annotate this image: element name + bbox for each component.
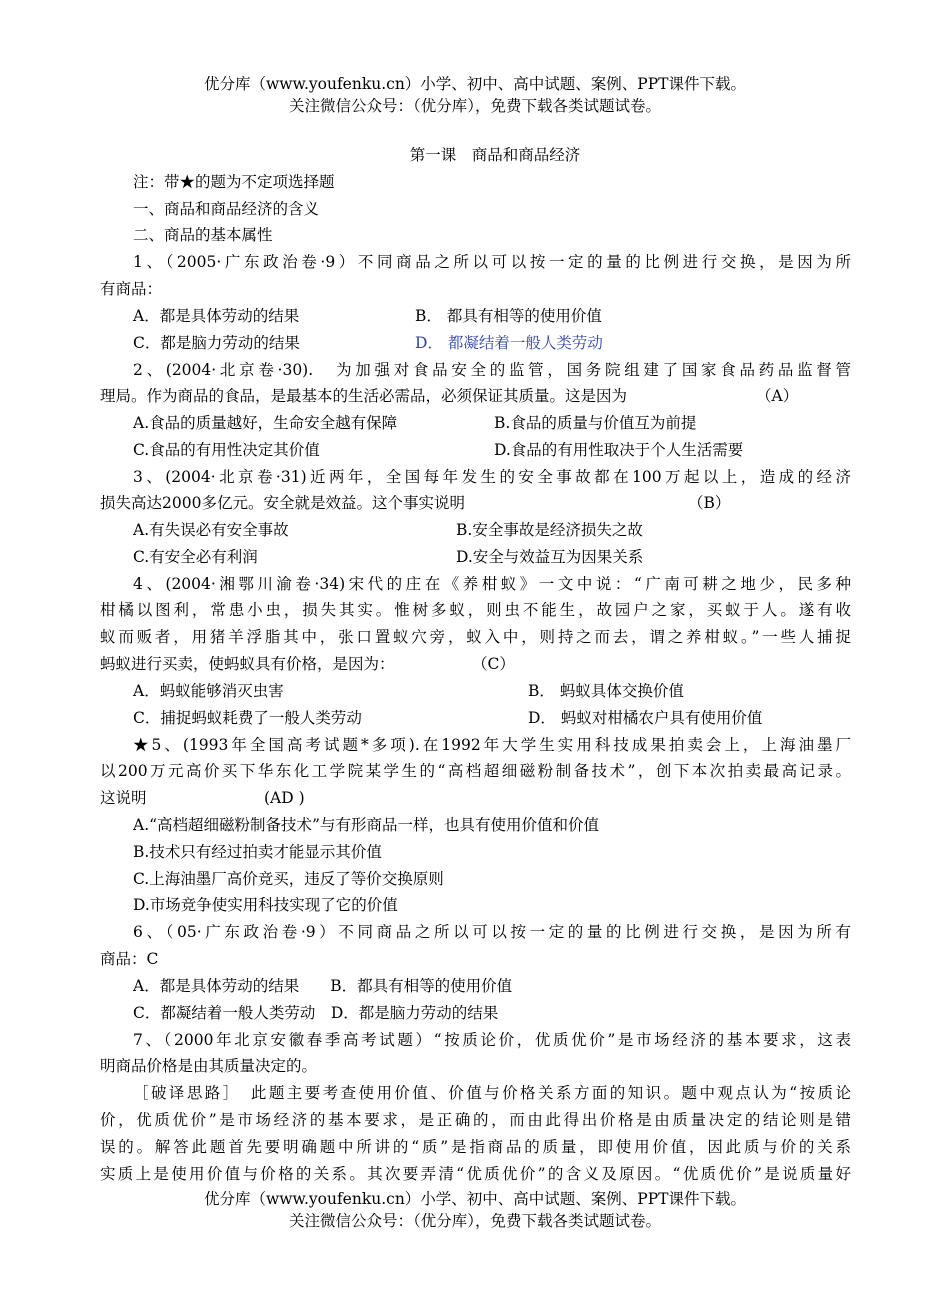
analysis-line-1: ［破译思路］ 此题主要考查使用价值、价值与价格关系方面的知识。题中观点认为“按质论 xyxy=(133,1084,851,1102)
q5-option-d: D.市场竞争使实用科技实现了它的价值 xyxy=(133,896,398,914)
q1-option-b: B． 都具有相等的使用价值 xyxy=(415,307,602,325)
q3-line-2: 损失高达2000多亿元。安全就是效益。这个事实说明 xyxy=(100,494,465,512)
q3-option-a: A.有失误必有安全事故 xyxy=(133,521,289,539)
q7-line-1: 7、（2000年北京安徽春季高考试题）“按质论价，优质优价”是市场经济的基本要求，这表 xyxy=(133,1031,851,1049)
q6-options-ab: A．都是具体劳动的结果 B．都具有相等的使用价值 xyxy=(133,977,513,995)
q6-line-1: 6、（05·广东政治卷·9）不同商品之所以可以按一定的量的比例进行交换，是因为所有 xyxy=(133,923,851,941)
analysis-line-2: 价，优质优价”是市场经济的基本要求，是正确的，而由此得出价格是由质量决定的结论则是错 xyxy=(100,1111,851,1129)
analysis-line-4: 实质上是使用价值与价格的关系。其次要弄清“优质优价”的含义及原因。“优质优价”是说质量好 xyxy=(100,1165,851,1183)
q5-option-b: B.技术只有经过拍卖才能显示其价值 xyxy=(133,843,382,861)
q5-line-3: 这说明 xyxy=(100,789,147,807)
note-text: 注：带★的题为不定项选择题 xyxy=(133,173,335,191)
q1-option-a: A．都是具体劳动的结果 xyxy=(133,307,300,325)
q3-answer: （B） xyxy=(688,494,731,512)
q2-option-c: C.食品的有用性决定其价值 xyxy=(133,441,320,459)
q4-option-c: C．捕捉蚂蚁耗费了一般人类劳动 xyxy=(133,709,362,727)
analysis-line-3: 误的。解答此题首先要明确题中所讲的“质”是指商品的质量，即使用价值，因此质与价的关系 xyxy=(100,1138,851,1156)
q2-answer: （A） xyxy=(756,387,799,405)
q4-answer: （C） xyxy=(472,655,515,673)
q2-option-a: A.食品的质量越好，生命安全越有保障 xyxy=(133,414,398,432)
header-line-2: 关注微信公众号：（优分库），免费下载各类试题试卷。 xyxy=(288,97,661,115)
q3-option-d: D.安全与效益互为因果关系 xyxy=(456,548,644,566)
footer-line-2: 关注微信公众号：（优分库），免费下载各类试题试卷。 xyxy=(288,1212,661,1230)
q4-option-a: A．蚂蚁能够消灭虫害 xyxy=(133,682,284,700)
q2-line-2: 理局。作为商品的食品，是最基本的生活必需品，必须保证其质量。这是因为 xyxy=(100,387,628,405)
q4-line-1: 4、(2004·湘鄂川渝卷·34)宋代的庄在《养柑蚁》一文中说：“广南可耕之地少，民多种 xyxy=(133,575,851,593)
section-heading-2: 二、商品的基本属性 xyxy=(133,226,273,244)
q2-option-d: D.食品的有用性取决于个人生活需要 xyxy=(494,441,744,459)
q2-option-b: B.食品的质量与价值互为前提 xyxy=(494,414,697,432)
q4-line-4: 蚂蚁进行买卖，使蚂蚁具有价格，是因为： xyxy=(100,655,395,673)
q4-line-3: 蚁而贩者，用猪羊浮脂其中，张口置蚁穴旁，蚁入中，则持之而去，谓之养柑蚁。”一些人捕捉 xyxy=(100,628,851,646)
q5-answer: (AD ) xyxy=(264,789,305,807)
q6-options-cd: C．都凝结着一般人类劳动 D．都是脑力劳动的结果 xyxy=(133,1004,499,1022)
q5-line-2: 以200万元高价买下华东化工学院某学生的“高档超细磁粉制备技术”，创下本次拍卖最高记录。 xyxy=(100,762,851,780)
q3-line-1: 3、(2004·北京卷·31)近两年，全国每年发生的安全事故都在100万起以上，造成的经济 xyxy=(133,468,851,486)
header-line-1: 优分库（www.youfenku.cn）小学、初中、高中试题、案例、PPT课件下载。 xyxy=(203,75,747,93)
page-title: 第一课 商品和商品经济 xyxy=(409,146,581,164)
q5-line-1: ★5、(1993年全国高考试题*多项).在1992年大学生实用科技成果拍卖会上，上海油墨厂 xyxy=(133,736,851,754)
section-heading-1: 一、商品和商品经济的含义 xyxy=(133,200,320,218)
q4-line-2: 柑橘以图利，常患小虫，损失其实。惟树多蚁，则虫不能生，故园户之家，买蚁于人。遂有收 xyxy=(100,601,851,619)
q5-option-c: C.上海油墨厂高价竞买，违反了等价交换原则 xyxy=(133,870,444,888)
q4-option-b: B． 蚂蚁具体交换价值 xyxy=(528,682,684,700)
footer-line-1: 优分库（www.youfenku.cn）小学、初中、高中试题、案例、PPT课件下载。 xyxy=(203,1190,747,1208)
q3-option-b: B.安全事故是经济损失之故 xyxy=(456,521,643,539)
q4-option-d: D． 蚂蚁对柑橘农户具有使用价值 xyxy=(528,709,763,727)
q6-line-2: 商品：C xyxy=(100,950,159,968)
q5-option-a: A.“高档超细磁粉制备技术”与有形商品一样，也具有使用价值和价值 xyxy=(133,816,599,834)
q1-line-1: 1、（2005·广东政治卷·9）不同商品之所以可以按一定的量的比例进行交换，是因为所 xyxy=(133,253,851,271)
q1-line-2: 有商品： xyxy=(100,280,163,298)
q1-option-d: D． 都凝结着一般人类劳动 xyxy=(415,334,603,352)
q2-line-1: 2、(2004·北京卷·30). 为加强对食品安全的监管，国务院组建了国家食品药品监督管 xyxy=(133,361,851,379)
q1-option-c: C．都是脑力劳动的结果 xyxy=(133,334,300,352)
q3-option-c: C.有安全必有利润 xyxy=(133,548,258,566)
q7-line-2: 明商品价格是由其质量决定的。 xyxy=(100,1057,318,1075)
